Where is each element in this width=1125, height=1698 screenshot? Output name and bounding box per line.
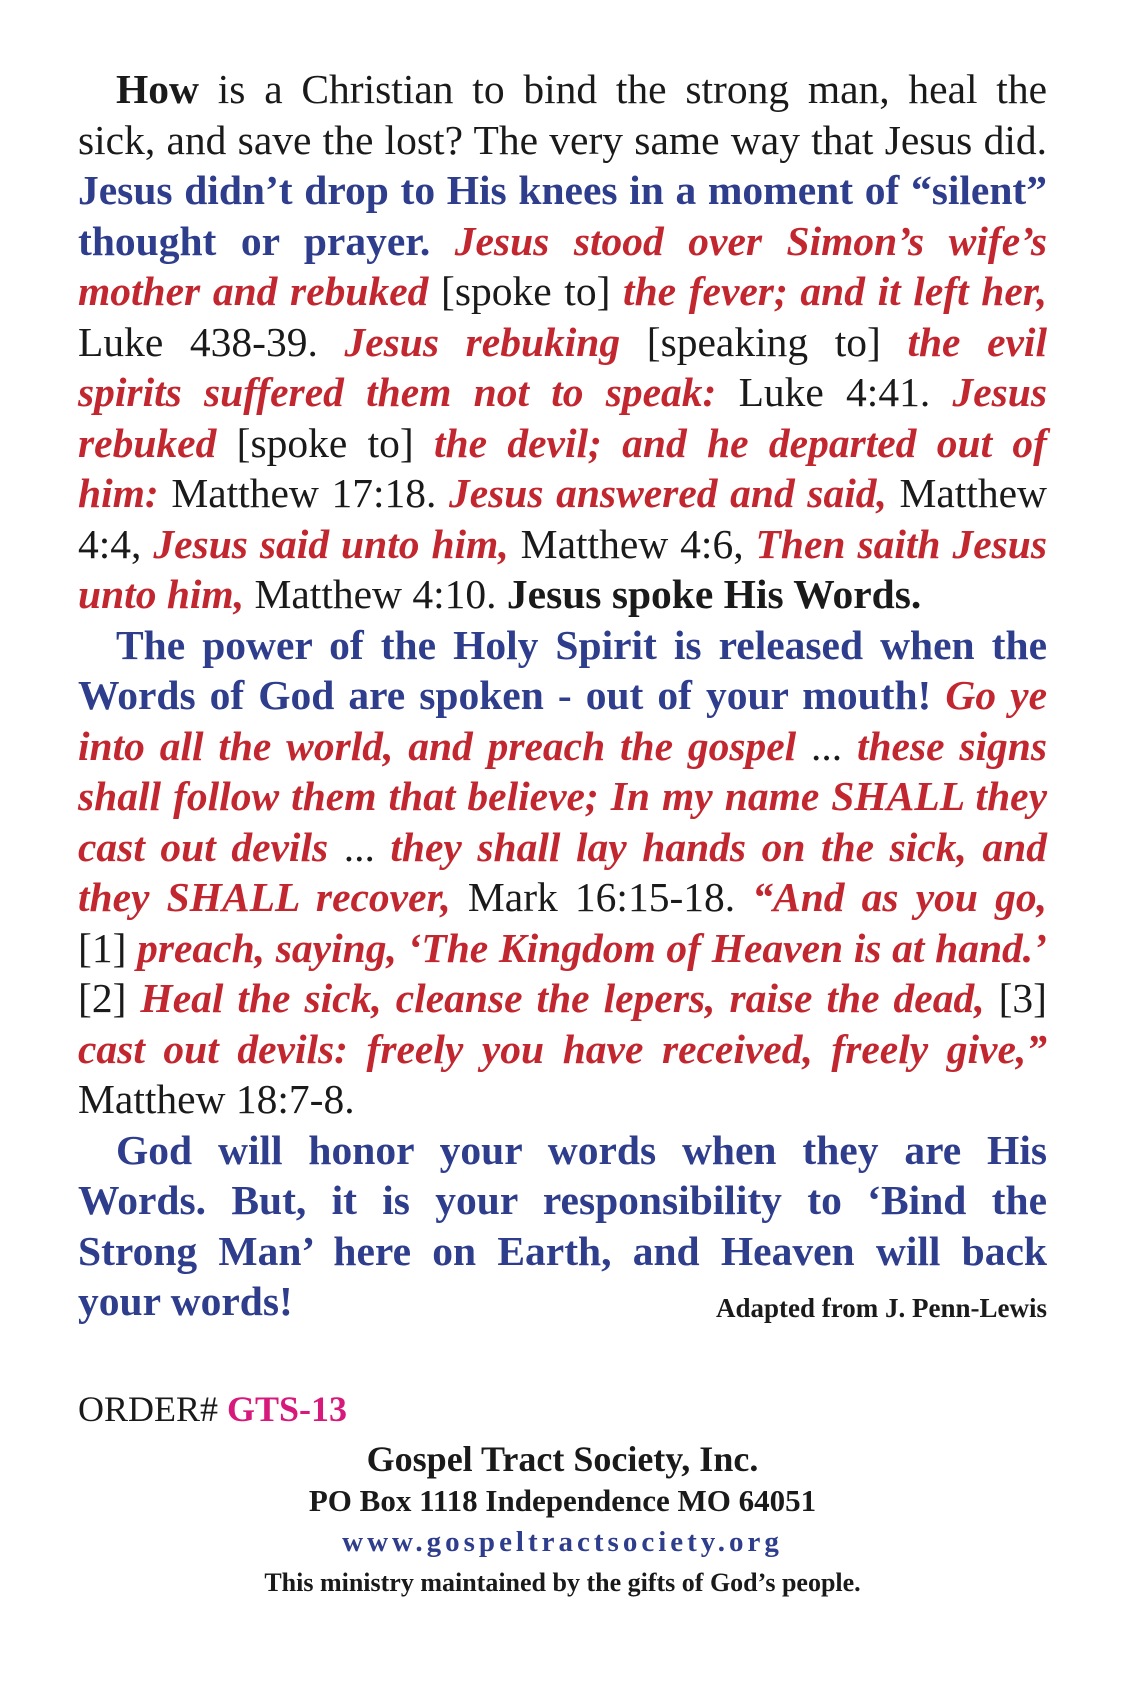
text-segment: [2]	[78, 975, 141, 1021]
text-segment: cast out devils: freely you have received, freely give,”	[78, 1025, 1047, 1072]
paragraph-1	[78, 64, 1047, 620]
text-segment: “And as you go,	[752, 874, 1047, 920]
text-segment: Matthew 4:4,	[78, 470, 1047, 567]
text-segment: is a Christian to bind the strong man, heal the sick, and save the lost? The very same way that Jesus did.	[78, 66, 1047, 163]
text-segment: Luke 438-39.	[78, 318, 345, 365]
text-segment: Jesus didn’t drop to His knees in a moment of “silent” thought or prayer.	[78, 167, 1047, 264]
text-segment: they shall lay hands on the sick, and they SHALL recover,	[78, 823, 1047, 920]
order-label: ORDER#	[78, 1388, 228, 1429]
text-segment: Matthew 18:7-8.	[78, 1076, 355, 1122]
text-segment: Jesus rebuking	[344, 318, 621, 365]
text-segment: Heal the sick, cleanse the lepers, raise the dead,	[140, 975, 985, 1021]
text-segment: Matthew 4:10.	[244, 571, 507, 617]
ministry-note: This ministry maintained by the gifts of God’s people.	[264, 1567, 861, 1597]
text-segment: Jesus answered and said,	[448, 470, 887, 516]
text-segment: God will honor your words when they are His Words. But, it is your responsibility to ‘Bind the Strong Man’ here on Earth, and Heaven will back your words!	[78, 1126, 1047, 1324]
order-line	[78, 1387, 1047, 1431]
text-segment: Matthew 4:6,	[508, 520, 756, 567]
text-segment: [spoke to]	[428, 268, 624, 314]
text-segment: Then saith Jesus unto him,	[78, 520, 1047, 617]
text-segment: ...	[328, 823, 391, 870]
text-segment: the devil; and he departed out of him:	[78, 419, 1047, 516]
text-segment: these signs shall follow them that believe; In my name SHALL they cast out devils	[78, 722, 1048, 870]
text-segment: the fever; and it left her,	[623, 268, 1047, 314]
text-segment: Jesus rebuked	[78, 369, 1047, 466]
text-segment: Jesus stood over Simon’s wife’s mother and rebuked	[78, 217, 1047, 314]
text-segment: [speaking to]	[620, 318, 908, 365]
attribution: Adapted from J. Penn-Lewis	[715, 1293, 1047, 1323]
text-segment: How	[116, 66, 199, 112]
mailing-address: PO Box 1118 Independence MO 64051	[308, 1482, 817, 1518]
footer	[78, 1387, 1047, 1603]
text-segment: Go ye into all the world, and preach the gospel	[78, 672, 1047, 769]
text-segment: Jesus said unto him,	[153, 520, 509, 567]
text-segment: Jesus spoke His Words.	[506, 571, 922, 617]
text-segment: The power of the Holy Spirit is released when the Words of God are spoken - out of your mouth!	[78, 621, 1047, 718]
paragraph-3	[78, 1125, 1047, 1327]
order-number: GTS-13	[227, 1388, 348, 1429]
text-segment: [1]	[78, 924, 138, 971]
text-segment: ...	[796, 722, 857, 769]
text-segment: Mark 16:15-18.	[450, 874, 753, 920]
paragraph-2	[78, 620, 1047, 1125]
text-segment: the evil spirits suffered them not to speak:	[78, 318, 1047, 415]
website-link[interactable]: www.gospeltractsociety.org	[342, 1525, 783, 1558]
text-segment: Matthew 17:18.	[158, 470, 449, 516]
text-segment: [3]	[984, 975, 1047, 1021]
organization-name: Gospel Tract Society, Inc.	[366, 1438, 759, 1479]
text-segment: [spoke to]	[216, 419, 435, 466]
text-segment: preach, saying, ‘The Kingdom of Heaven is at hand.’	[137, 924, 1048, 971]
text-segment: Luke 4:41.	[716, 369, 953, 415]
